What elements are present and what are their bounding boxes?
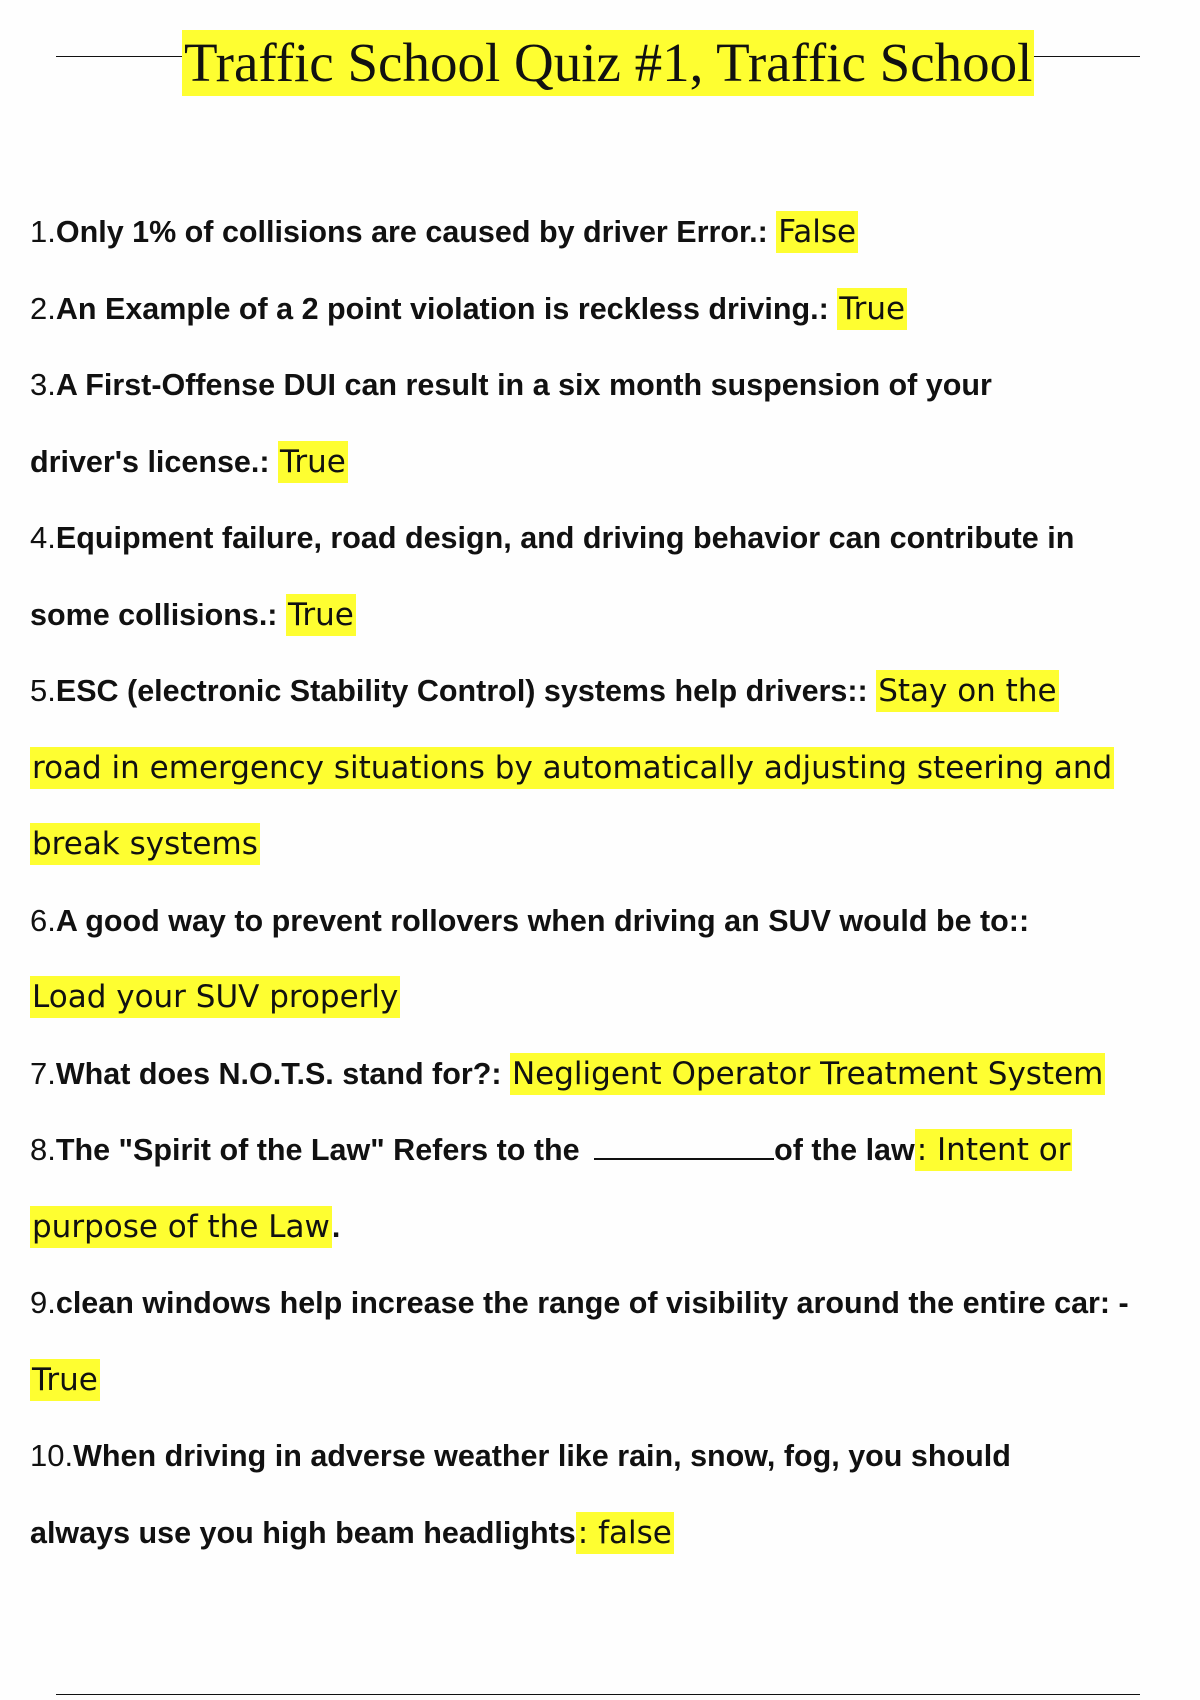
question-text: of the law [774, 1133, 915, 1167]
question-continuation [30, 577, 1180, 654]
question-number: 5. [30, 673, 56, 708]
question-item [30, 653, 1180, 730]
question-number: 2. [30, 290, 56, 326]
question-item [30, 500, 1180, 577]
answer-highlight: Negligent Operator Treatment System [510, 1053, 1105, 1095]
answer-highlight: break systems [30, 823, 260, 865]
answer-highlight: True [837, 288, 907, 330]
question-number: 1. [30, 214, 56, 249]
question-item [30, 194, 1180, 271]
fill-in-blank [594, 1130, 774, 1160]
question-text: some collisions.: [30, 597, 286, 632]
question-continuation [30, 424, 1180, 501]
question-text: A good way to prevent rollovers when driving an SUV would be to:: [55, 903, 1030, 938]
question-continuation [30, 1189, 1180, 1266]
question-number: 9. [30, 1285, 56, 1320]
question-text: ESC (electronic Stability Control) systems help drivers:: [55, 674, 877, 708]
bottom-rule [56, 1694, 1140, 1695]
question-continuation [30, 730, 1180, 807]
question-continuation [30, 1342, 1180, 1419]
question-text: Only 1% of collisions are caused by driver Error.: [55, 215, 777, 249]
answer-highlight: purpose of the Law [30, 1206, 332, 1248]
answer-highlight: True [286, 594, 356, 636]
question-number: 7. [30, 1055, 56, 1091]
answer-highlight: : Intent or [915, 1129, 1073, 1171]
answer-highlight: road in emergency situations by automatically adjusting steering and [30, 747, 1114, 789]
question-item [30, 1418, 1180, 1495]
question-item [30, 347, 1180, 424]
question-continuation [30, 1495, 1180, 1572]
answer-highlight: Stay on the [876, 670, 1058, 712]
answer-highlight: Load your SUV properly [30, 976, 400, 1018]
question-number: 4. [30, 520, 56, 555]
question-text: What does N.O.T.S. stand for?: [55, 1056, 510, 1091]
question-list [30, 194, 1180, 1571]
answer-highlight: : false [576, 1512, 674, 1554]
question-text: The "Spirit of the Law" Refers to the [55, 1133, 589, 1167]
question-number: 6. [30, 902, 56, 938]
question-text: An Example of a 2 point violation is reckless driving.: [55, 291, 838, 326]
question-item [30, 1265, 1180, 1342]
question-text: When driving in adverse weather like rain, snow, fog, you should [73, 1439, 1011, 1473]
answer-highlight: True [278, 441, 348, 483]
question-text: A First-Offense DUI can result in a six month suspension of your [55, 368, 992, 402]
question-text: driver's license.: [30, 444, 278, 479]
question-number: 10. [30, 1438, 74, 1473]
question-item [30, 271, 1180, 348]
answer-highlight: False [776, 211, 858, 253]
question-text: . [331, 1209, 341, 1244]
question-text: Equipment failure, road design, and driving behavior can contribute in [55, 521, 1075, 555]
page-title: Traffic School Quiz #1, Traffic School [182, 30, 1034, 96]
question-item [30, 1112, 1180, 1189]
question-continuation [30, 959, 1180, 1036]
question-number: 8. [30, 1132, 56, 1167]
question-text: always use you high beam headlights [30, 1515, 576, 1550]
question-number: 3. [30, 367, 56, 402]
question-continuation [30, 806, 1180, 883]
question-text: clean windows help increase the range of visibility around the entire car: - [55, 1286, 1129, 1320]
answer-highlight: True [30, 1359, 100, 1401]
question-item [30, 1036, 1180, 1113]
title-row [56, 30, 1140, 100]
question-item [30, 883, 1180, 960]
